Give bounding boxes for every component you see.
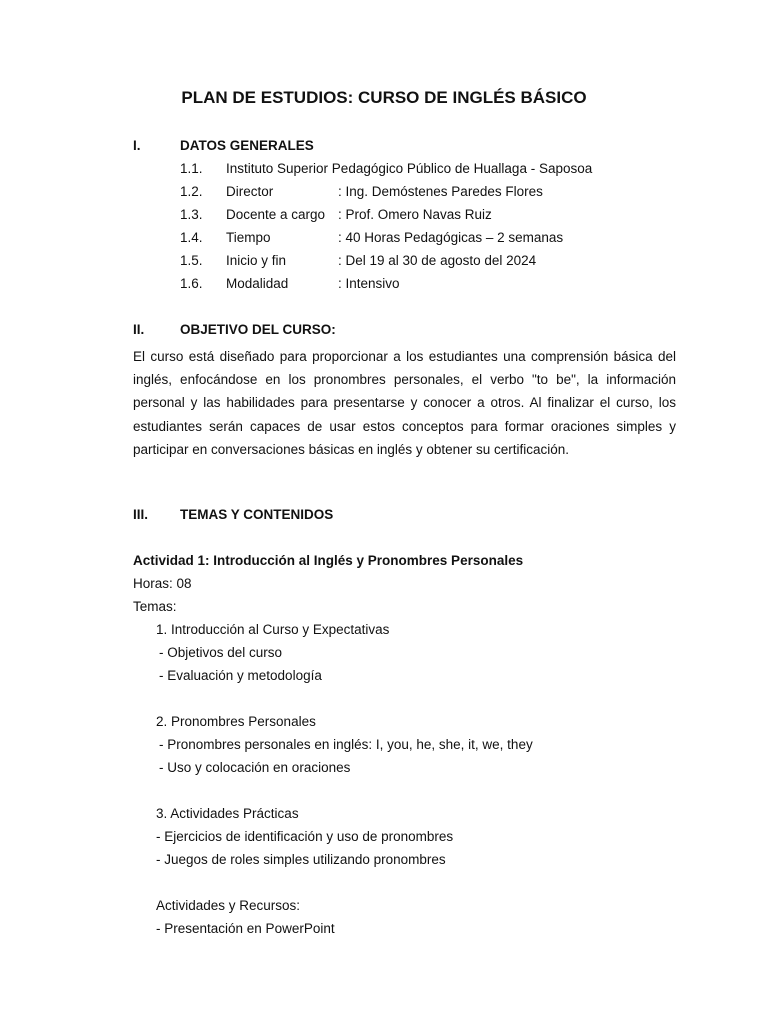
resources-label: Actividades y Recursos: xyxy=(156,898,301,913)
section-2-number: II. xyxy=(133,322,145,337)
topic-3-item: - Juegos de roles simples utilizando pronombres xyxy=(156,852,446,867)
section-3-heading: TEMAS Y CONTENIDOS xyxy=(180,507,334,522)
topic-2: 2. Pronombres Personales xyxy=(156,714,316,729)
item-1-1-number: 1.1. xyxy=(180,161,203,176)
item-1-3-number: 1.3. xyxy=(180,207,203,222)
section-3-number: III. xyxy=(133,507,149,522)
topic-1: 1. Introducción al Curso y Expectativas xyxy=(156,622,390,637)
item-1-5-value: : Del 19 al 30 de agosto del 2024 xyxy=(338,253,537,268)
item-1-2-value: : Ing. Demóstenes Paredes Flores xyxy=(338,184,543,199)
activity-1-hours: Horas: 08 xyxy=(133,576,192,591)
activity-1-topics-label: Temas: xyxy=(133,599,177,614)
item-1-5-label: Inicio y fin xyxy=(226,253,287,268)
section-1-heading: DATOS GENERALES xyxy=(180,138,314,153)
resource-item: - Presentación en PowerPoint xyxy=(156,921,335,936)
item-1-6-value: : Intensivo xyxy=(338,276,400,291)
topic-2-item: - Pronombres personales en inglés: I, you, he, she, it, we, they xyxy=(159,737,533,752)
item-1-6-number: 1.6. xyxy=(180,276,203,291)
objective-paragraph: El curso está diseñado para proporcionar a los estudiantes una comprensión básica del inglés, enfocándose en los pronombres personales, el verbo "to be", la información personal y las habilidades para presentarse y conocer a otros. Al finalizar el curso, los estudiantes serán capaces de usar estos conceptos para formar oraciones simples y participar en conversaciones básicas en inglés y obtener su certificación. xyxy=(133,349,676,457)
item-1-2-number: 1.2. xyxy=(180,184,203,199)
topic-2-item: - Uso y colocación en oraciones xyxy=(159,760,351,775)
item-1-4-value: : 40 Horas Pedagógicas – 2 semanas xyxy=(338,230,564,245)
item-1-4-number: 1.4. xyxy=(180,230,203,245)
topic-1-item: - Evaluación y metodología xyxy=(159,668,322,683)
item-1-1-label: Instituto Superior Pedagógico Público de Huallaga - Saposoa xyxy=(226,161,593,176)
topic-3: 3. Actividades Prácticas xyxy=(156,806,299,821)
item-1-4-label: Tiempo xyxy=(226,230,271,245)
section-1-number: I. xyxy=(133,138,141,153)
item-1-3-label: Docente a cargo xyxy=(226,207,326,222)
item-1-3-value: : Prof. Omero Navas Ruiz xyxy=(338,207,492,222)
section-2-heading: OBJETIVO DEL CURSO: xyxy=(180,322,336,337)
item-1-5-number: 1.5. xyxy=(180,253,203,268)
item-1-2-label: Director xyxy=(226,184,274,199)
topic-1-item: - Objetivos del curso xyxy=(159,645,283,660)
topic-3-item: - Ejercicios de identificación y uso de pronombres xyxy=(156,829,454,844)
item-1-6-label: Modalidad xyxy=(226,276,289,291)
page-title: PLAN DE ESTUDIOS: CURSO DE INGLÉS BÁSICO xyxy=(181,88,587,107)
activity-1-heading: Actividad 1: Introducción al Inglés y Pronombres Personales xyxy=(133,553,524,568)
